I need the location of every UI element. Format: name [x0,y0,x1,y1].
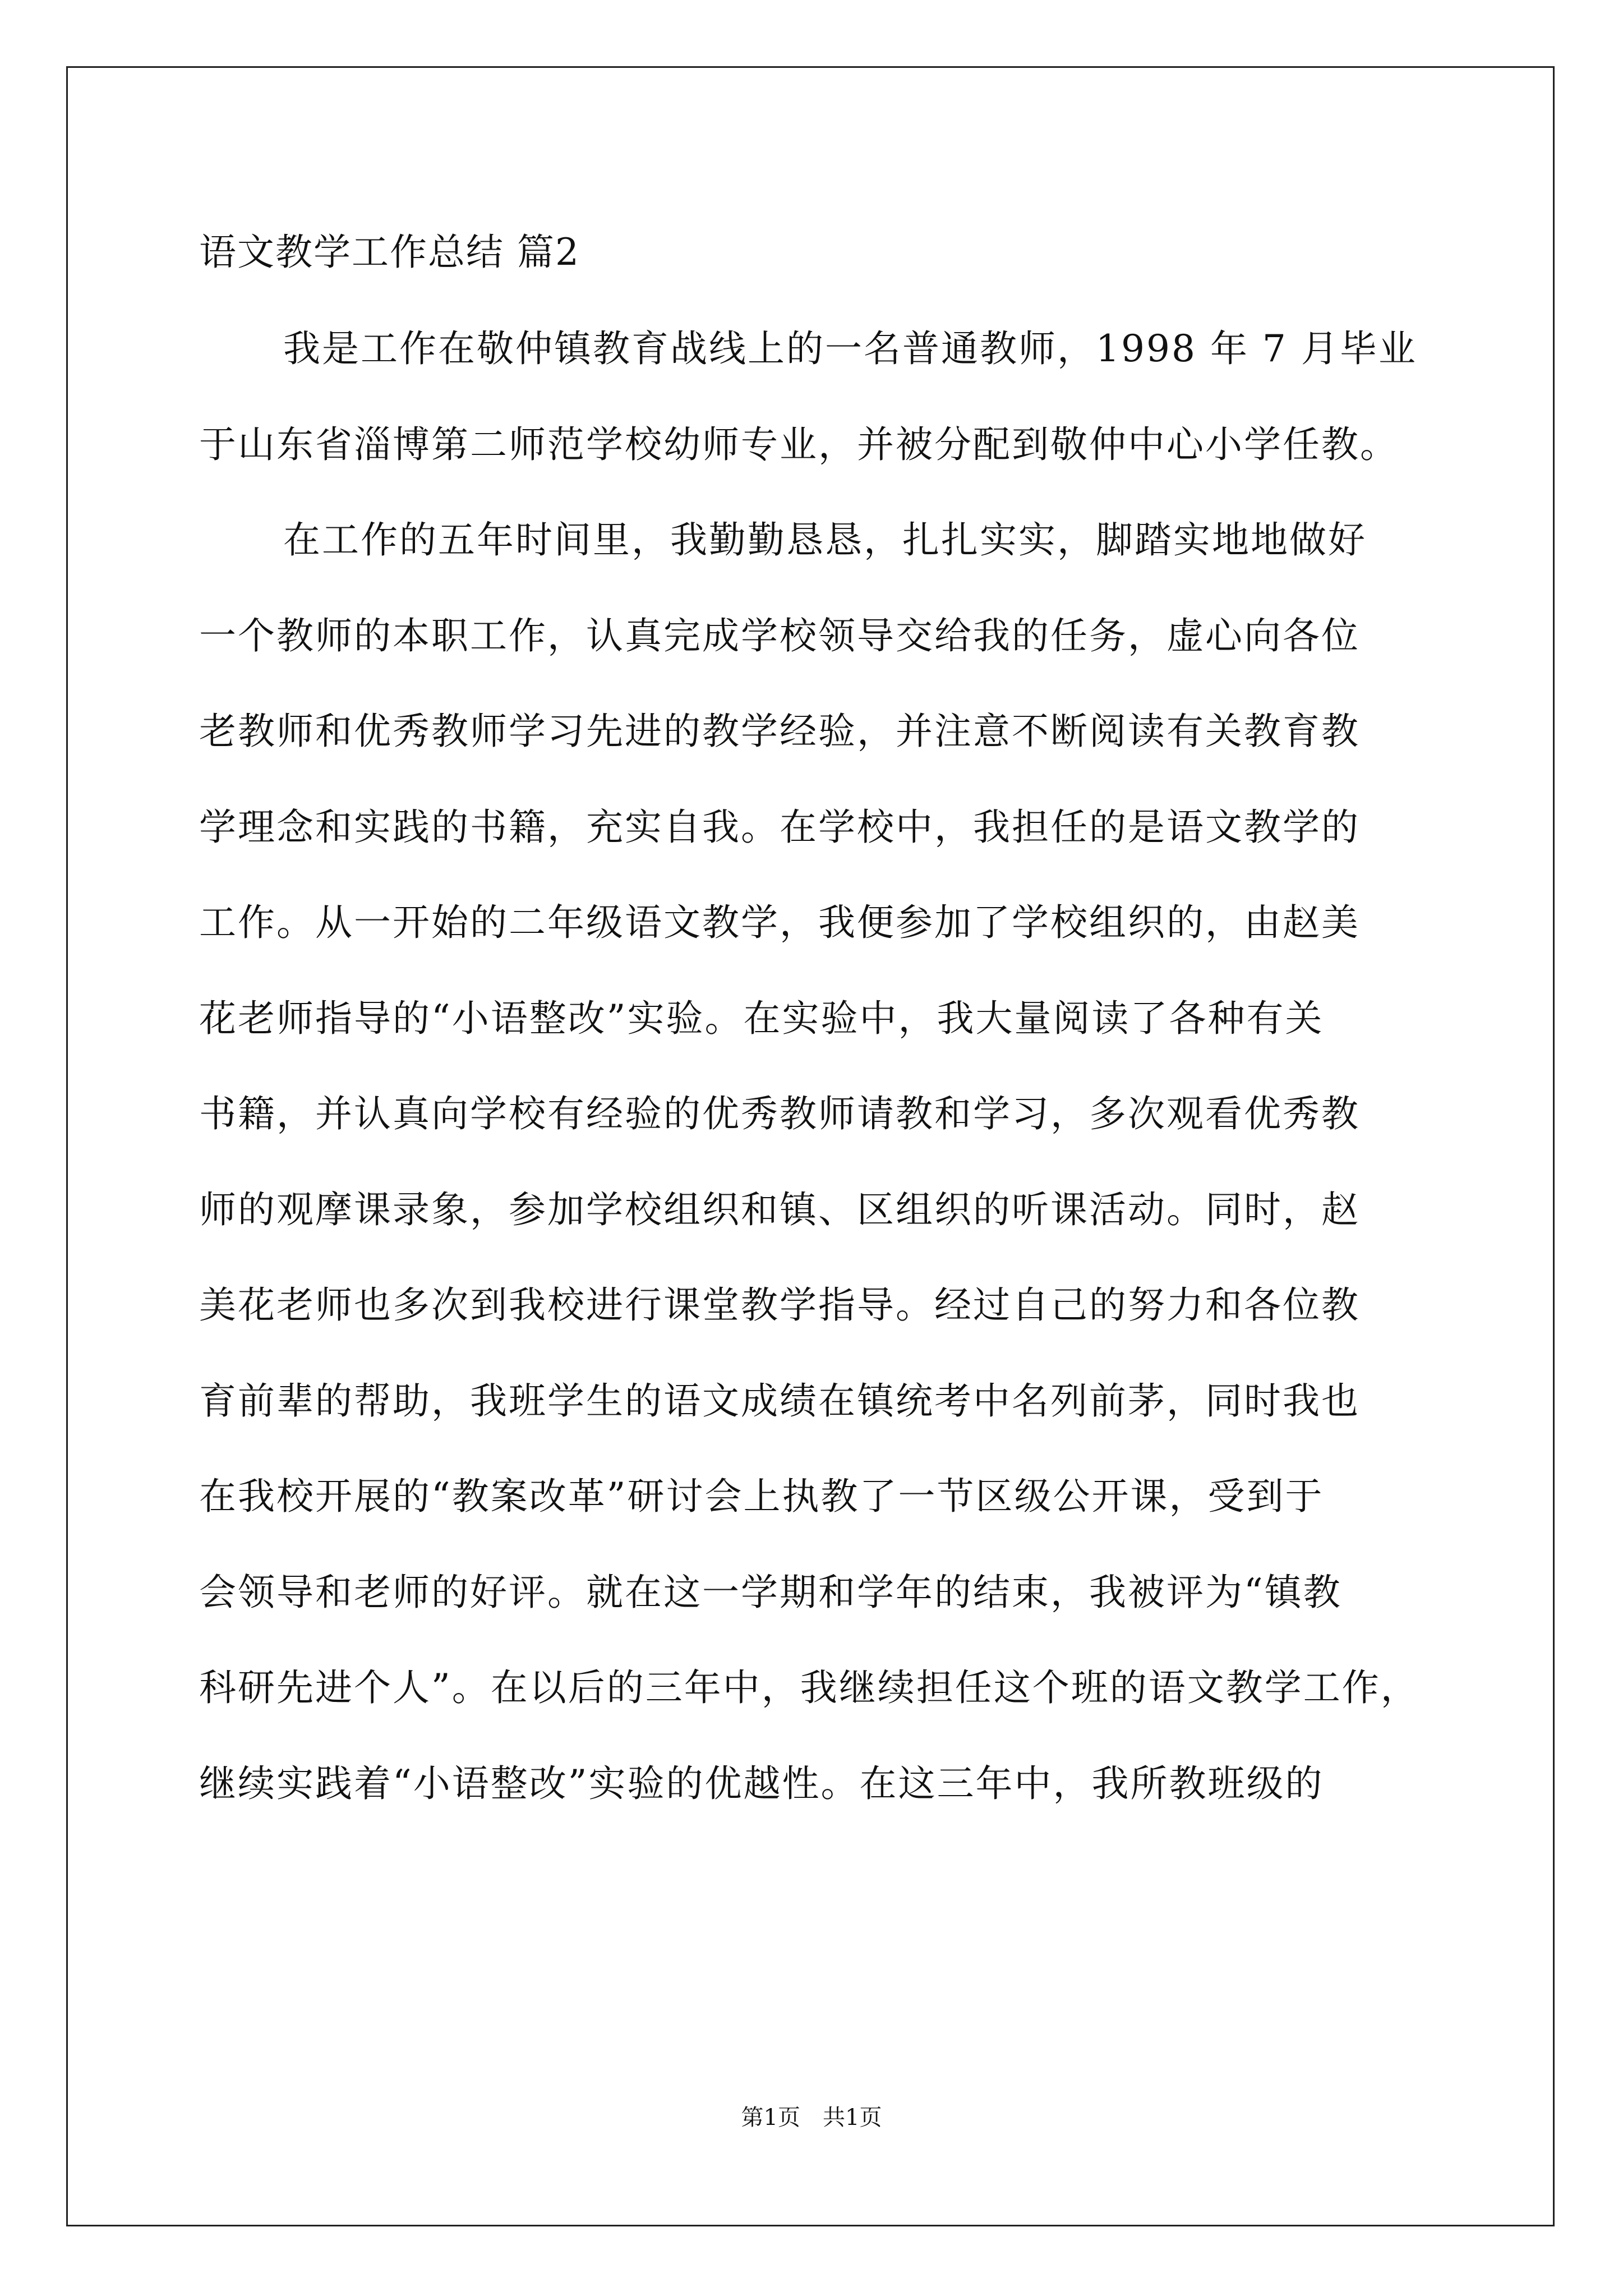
text-line: 会领导和老师的好评。就在这一学期和学年的结束，我被评为“镇教 [199,1570,1342,1614]
text-line: 于山东省淄博第二师范学校幼师专业，并被分配到敬仲中心小学任教。 [199,422,1399,466]
page-number: 第1页 共1页 [741,2105,882,2131]
text-line: 书籍，并认真向学校有经验的优秀教师请教和学习，多次观看优秀教 [199,1092,1360,1135]
text-line: 我是工作在敬仲镇教育战线上的一名普通教师，1998 年 7 月毕业 [283,327,1417,370]
text-line: 一个教师的本职工作，认真完成学校领导交给我的任务，虚心向各位 [199,614,1360,657]
text-line: 花老师指导的“小语整改”实验。在实验中，我大量阅读了各种有关 [199,996,1324,1040]
document-title: 语文教学工作总结 篇2 [199,231,580,274]
text-line: 美花老师也多次到我校进行课堂教学指导。经过自己的努力和各位教 [199,1283,1360,1327]
document-body [199,321,1433,1851]
text-line: 科研先进个人”。在以后的三年中，我继续担任这个班的语文教学工作， [199,1666,1419,1709]
text-line: 育前辈的帮助，我班学生的语文成绩在镇统考中名列前茅，同时我也 [199,1379,1360,1423]
text-line: 工作。从一开始的二年级语文教学，我便参加了学校组织的，由赵美 [199,901,1360,944]
text-line: 在工作的五年时间里，我勤勤恳恳，扎扎实实，脚踏实地地做好 [283,518,1367,562]
text-line: 老教师和优秀教师学习先进的教学经验，并注意不断阅读有关教育教 [199,710,1360,753]
text-line: 学理念和实践的书籍，充实自我。在学校中，我担任的是语文教学的 [199,805,1360,849]
text-line: 继续实践着“小语整改”实验的优越性。在这三年中，我所教班级的 [199,1761,1324,1805]
text-line: 在我校开展的“教案改革”研讨会上执教了一节区级公开课，受到于 [199,1475,1324,1518]
text-line: 师的观摩课录象，参加学校组织和镇、区组织的听课活动。同时，赵 [199,1188,1360,1231]
